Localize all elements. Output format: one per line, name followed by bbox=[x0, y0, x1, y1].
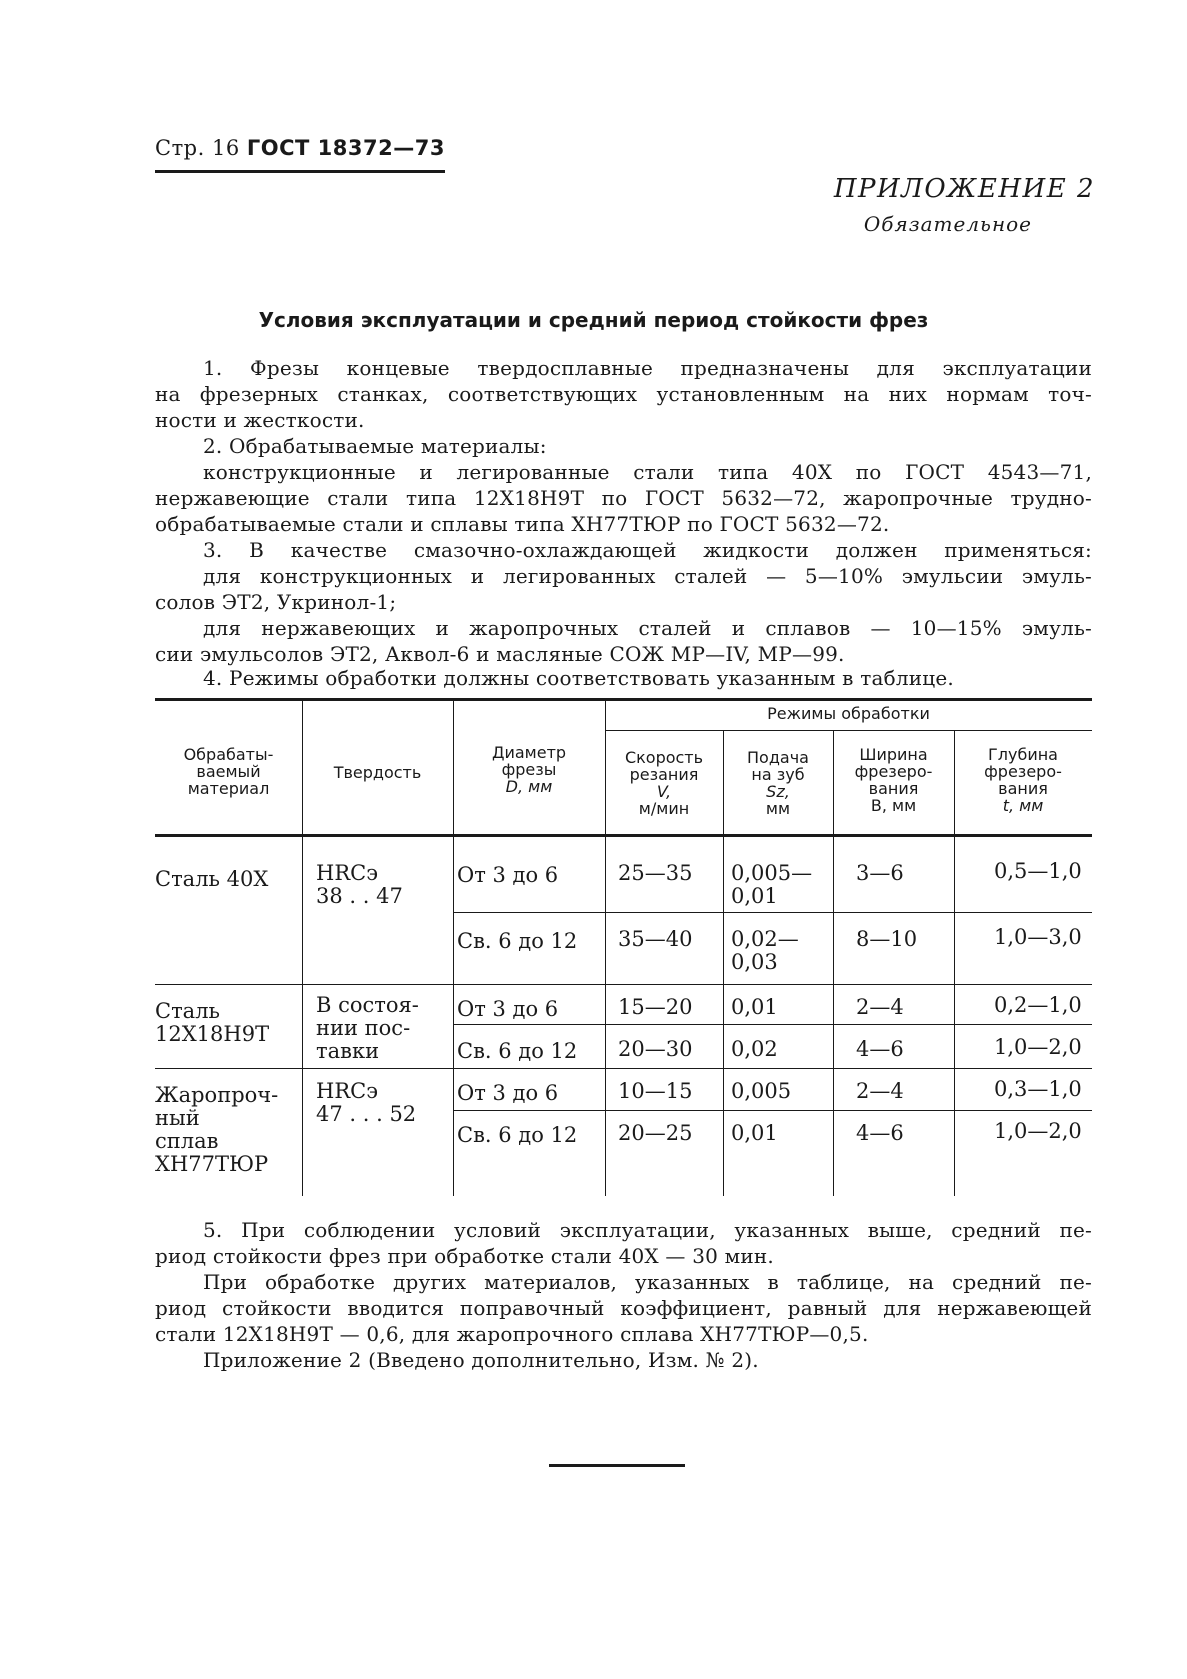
header-feed: Подача на зуб Sz, мм bbox=[747, 748, 809, 818]
diameter-cell: От 3 до 6 bbox=[457, 1081, 559, 1105]
depth-cell: 0,2—1,0 bbox=[994, 993, 1082, 1017]
end-rule bbox=[549, 1464, 685, 1467]
header-hardness: Твердость bbox=[333, 763, 422, 782]
group-rule bbox=[155, 1068, 1092, 1069]
paragraph-line: 2. Обрабатываемые материалы: bbox=[203, 434, 547, 458]
appendix-label: ПРИЛОЖЕНИЕ 2 bbox=[833, 174, 1095, 204]
width-cell: 2—4 bbox=[856, 995, 904, 1019]
paragraph-line: конструкционные и легированные стали типа 40Х по ГОСТ 4543—71, bbox=[203, 460, 1092, 484]
speed-cell: 35—40 bbox=[618, 927, 693, 951]
diameter-cell: От 3 до 6 bbox=[457, 997, 559, 1021]
material-cell: Сталь 40Х bbox=[155, 867, 269, 891]
depth-cell: 0,3—1,0 bbox=[994, 1077, 1082, 1101]
page-number: Стр. 16 bbox=[155, 136, 240, 160]
header-depth: Глубина фрезеро- вания t, мм bbox=[984, 745, 1062, 815]
feed-cell: 0,02— 0,03 bbox=[731, 927, 799, 974]
header-rule bbox=[155, 170, 445, 173]
width-cell: 4—6 bbox=[856, 1037, 904, 1061]
feed-cell: 0,01 bbox=[731, 1121, 778, 1145]
paragraph-line: для нержавеющих и жаропрочных сталей и сплавов — 10—15% эмуль- bbox=[203, 616, 1092, 640]
row-rule bbox=[453, 912, 1092, 913]
feed-cell: 0,02 bbox=[731, 1037, 778, 1061]
paragraph-line: При обработке других материалов, указанных в таблице, на средний пе- bbox=[203, 1270, 1092, 1294]
header-speed: Скорость резания V, м/мин bbox=[624, 748, 704, 818]
paragraph-line: сии эмульсолов ЭТ2, Аквол-6 и масляные СОЖ МР—IV, МР—99. bbox=[155, 642, 845, 666]
document-title: Условия эксплуатации и средний период стойкости фрез bbox=[258, 308, 929, 332]
standard-number: ГОСТ 18372—73 bbox=[246, 136, 445, 160]
group-rule bbox=[155, 984, 1092, 985]
group-header: Режимы обработки bbox=[767, 704, 930, 723]
paragraph-line: на фрезерных станках, соответствующих установленным на них нормам точ- bbox=[155, 382, 1092, 406]
depth-cell: 1,0—3,0 bbox=[994, 925, 1082, 949]
paragraph-line: 5. При соблюдении условий эксплуатации, указанных выше, средний пе- bbox=[203, 1218, 1092, 1242]
hardness-cell: HRCэ 38 . . 47 bbox=[316, 861, 403, 908]
paragraph-line: 3. В качестве смазочно-охлаждающей жидкости должен применяться: bbox=[203, 538, 1092, 562]
feed-cell: 0,005— 0,01 bbox=[731, 861, 813, 908]
page-header bbox=[155, 136, 445, 160]
hardness-cell: HRCэ 47 . . . 52 bbox=[316, 1079, 417, 1126]
row-rule bbox=[453, 1024, 1092, 1025]
width-cell: 2—4 bbox=[856, 1079, 904, 1103]
depth-cell: 1,0—2,0 bbox=[994, 1119, 1082, 1143]
depth-cell: 0,5—1,0 bbox=[994, 859, 1082, 883]
table-top-rule bbox=[155, 698, 1092, 701]
paragraph-line: риод стойкости фрез при обработке стали 40Х — 30 мин. bbox=[155, 1244, 774, 1268]
group-header-rule bbox=[605, 730, 1092, 731]
speed-cell: 10—15 bbox=[618, 1079, 693, 1103]
appendix-status: Обязательное bbox=[863, 212, 1032, 236]
width-cell: 4—6 bbox=[856, 1121, 904, 1145]
diameter-cell: Св. 6 до 12 bbox=[457, 1039, 578, 1063]
paragraph-line: солов ЭТ2, Укринол-1; bbox=[155, 590, 397, 614]
width-cell: 3—6 bbox=[856, 861, 904, 885]
diameter-cell: Св. 6 до 12 bbox=[457, 929, 578, 953]
header-width: Ширина фрезеро- вания В, мм bbox=[854, 745, 933, 815]
depth-cell: 1,0—2,0 bbox=[994, 1035, 1082, 1059]
paragraph-line: нержавеющие стали типа 12Х18Н9Т по ГОСТ 5632—72, жаропрочные трудно- bbox=[155, 486, 1092, 510]
speed-cell: 20—30 bbox=[618, 1037, 693, 1061]
header-diameter: Диаметр фрезы D, мм bbox=[491, 743, 567, 796]
amendment-note: Приложение 2 (Введено дополнительно, Изм. № 2). bbox=[203, 1348, 759, 1372]
paragraph-line: 1. Фрезы концевые твердосплавные предназначены для эксплуатации bbox=[203, 356, 1092, 380]
paragraph-line: 4. Режимы обработки должны соответствовать указанным в таблице. bbox=[203, 666, 954, 690]
paragraph-line: ности и жесткости. bbox=[155, 408, 365, 432]
speed-cell: 20—25 bbox=[618, 1121, 693, 1145]
diameter-cell: От 3 до 6 bbox=[457, 863, 559, 887]
speed-cell: 25—35 bbox=[618, 861, 693, 885]
paragraph-line: стали 12Х18Н9Т — 0,6, для жаропрочного сплава ХН77ТЮР—0,5. bbox=[155, 1322, 869, 1346]
paragraph-line: риод стойкости вводится поправочный коэффициент, равный для нержавеющей bbox=[155, 1296, 1092, 1320]
row-rule bbox=[453, 1110, 1092, 1111]
feed-cell: 0,005 bbox=[731, 1079, 792, 1103]
header-bottom-rule bbox=[155, 834, 1092, 837]
material-cell: Сталь 12Х18Н9Т bbox=[155, 999, 270, 1046]
width-cell: 8—10 bbox=[856, 927, 918, 951]
feed-cell: 0,01 bbox=[731, 995, 778, 1019]
material-cell: Жаропроч- ный сплав ХН77ТЮР bbox=[155, 1083, 279, 1176]
hardness-cell: В состоя- нии пос- тавки bbox=[316, 993, 419, 1063]
diameter-cell: Св. 6 до 12 bbox=[457, 1123, 578, 1147]
paragraph-line: обрабатываемые стали и сплавы типа ХН77ТЮР по ГОСТ 5632—72. bbox=[155, 512, 890, 536]
paragraph-line: для конструкционных и легированных сталей — 5—10% эмульсии эмуль- bbox=[203, 564, 1092, 588]
speed-cell: 15—20 bbox=[618, 995, 693, 1019]
header-material: Обрабаты- ваемый материал bbox=[183, 745, 274, 798]
